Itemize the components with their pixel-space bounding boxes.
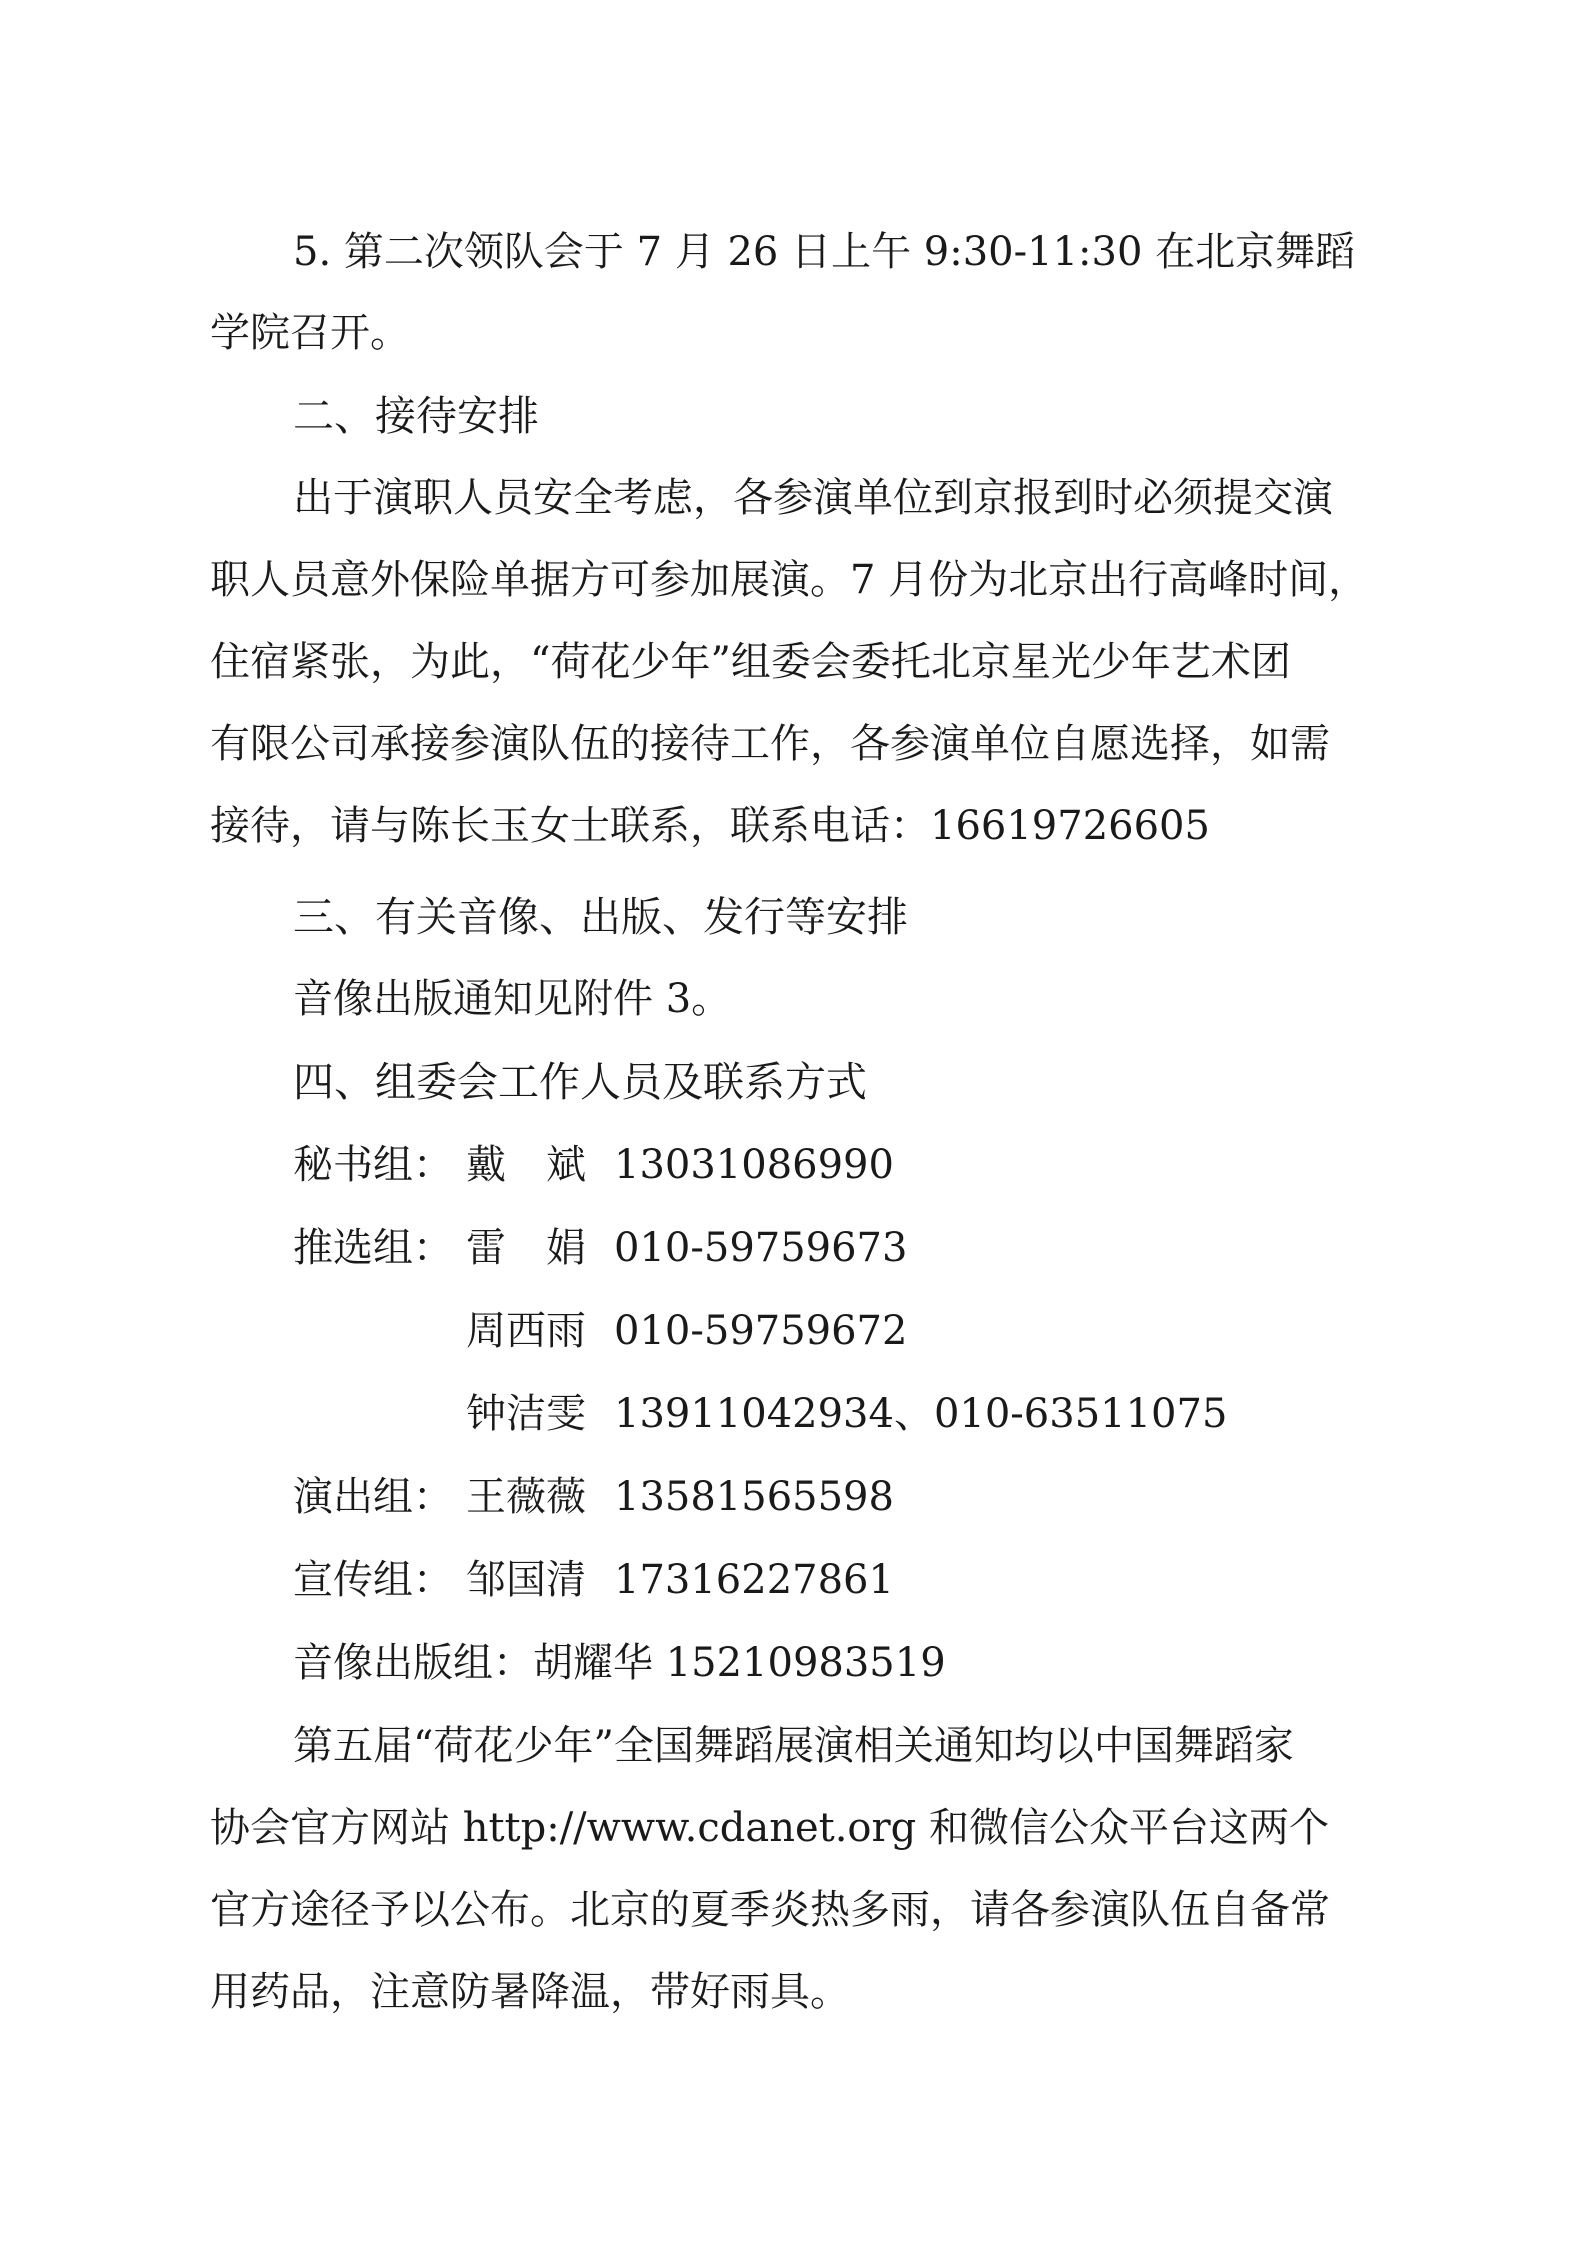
contact-row: [293, 1220, 1473, 1276]
contact-phone: 010-59759672: [614, 1308, 908, 1354]
section3-heading: 三、有关音像、出版、发行等安排: [293, 893, 908, 941]
contact-group-label: 宣传组：: [293, 1557, 453, 1603]
contact-name: 雷 娟: [466, 1225, 586, 1271]
contact-name: 戴 斌: [466, 1142, 586, 1188]
section2-paragraph-line: 职人员意外保险单据方可参加展演。7 月份为北京出行高峰时间，: [210, 557, 1369, 603]
section2-paragraph-line: 有限公司承接参演队伍的接待工作，各参演单位自愿选择，如需: [210, 721, 1330, 767]
contact-name: 邹国清: [466, 1557, 586, 1603]
contact-group-label: 秘书组：: [293, 1142, 453, 1188]
closing-paragraph-line: 用药品，注意防暑降温，带好雨具。: [210, 1969, 850, 2015]
contact-row: [293, 1386, 1473, 1442]
contact-row: [293, 1303, 1473, 1359]
contact-row: [293, 1137, 1473, 1193]
closing-paragraph-line: 官方途径予以公布。北京的夏季炎热多雨，请各参演队伍自备常: [210, 1887, 1330, 1933]
section3-line: 音像出版通知见附件 3。: [293, 976, 732, 1022]
contact-name: 周西雨: [466, 1308, 586, 1354]
section2-paragraph-line: 出于演职人员安全考虑，各参演单位到京报到时必须提交演: [293, 475, 1333, 521]
section4-heading: 四、组委会工作人员及联系方式: [293, 1058, 867, 1106]
closing-paragraph-line: 协会官方网站 http://www.cdanet.org 和微信公众平台这两个: [210, 1805, 1329, 1851]
section2-paragraph-line: 接待，请与陈长玉女士联系，联系电话：16619726605: [210, 803, 1210, 849]
closing-paragraph-line: 第五届“荷花少年”全国舞蹈展演相关通知均以中国舞蹈家: [293, 1723, 1294, 1769]
contact-phone: 13581565598: [614, 1474, 894, 1520]
section2-paragraph-line: 住宿紧张，为此，“荷花少年”组委会委托北京星光少年艺术团: [210, 639, 1291, 685]
contact-phone: 13031086990: [614, 1142, 894, 1188]
contact-row: [293, 1469, 1473, 1525]
contact-group-label: 推选组：: [293, 1225, 453, 1271]
contact-row: [293, 1552, 1473, 1608]
contact-name: 王薇薇: [466, 1474, 586, 1520]
item5-line1: 5. 第二次领队会于 7 月 26 日上午 9:30-11:30 在北京舞蹈: [293, 229, 1356, 275]
contact-phone: 17316227861: [614, 1557, 894, 1603]
contact-phone: 13911042934、010-63511075: [614, 1391, 1228, 1437]
section2-heading: 二、接待安排: [293, 392, 539, 440]
item5-line2: 学院召开。: [210, 310, 410, 356]
contact-phone: 010-59759673: [614, 1225, 908, 1271]
av-group-contact: 音像出版组：胡耀华 15210983519: [293, 1640, 946, 1686]
contact-name: 钟洁雯: [466, 1391, 586, 1437]
contact-group-label: 演出组：: [293, 1474, 453, 1520]
